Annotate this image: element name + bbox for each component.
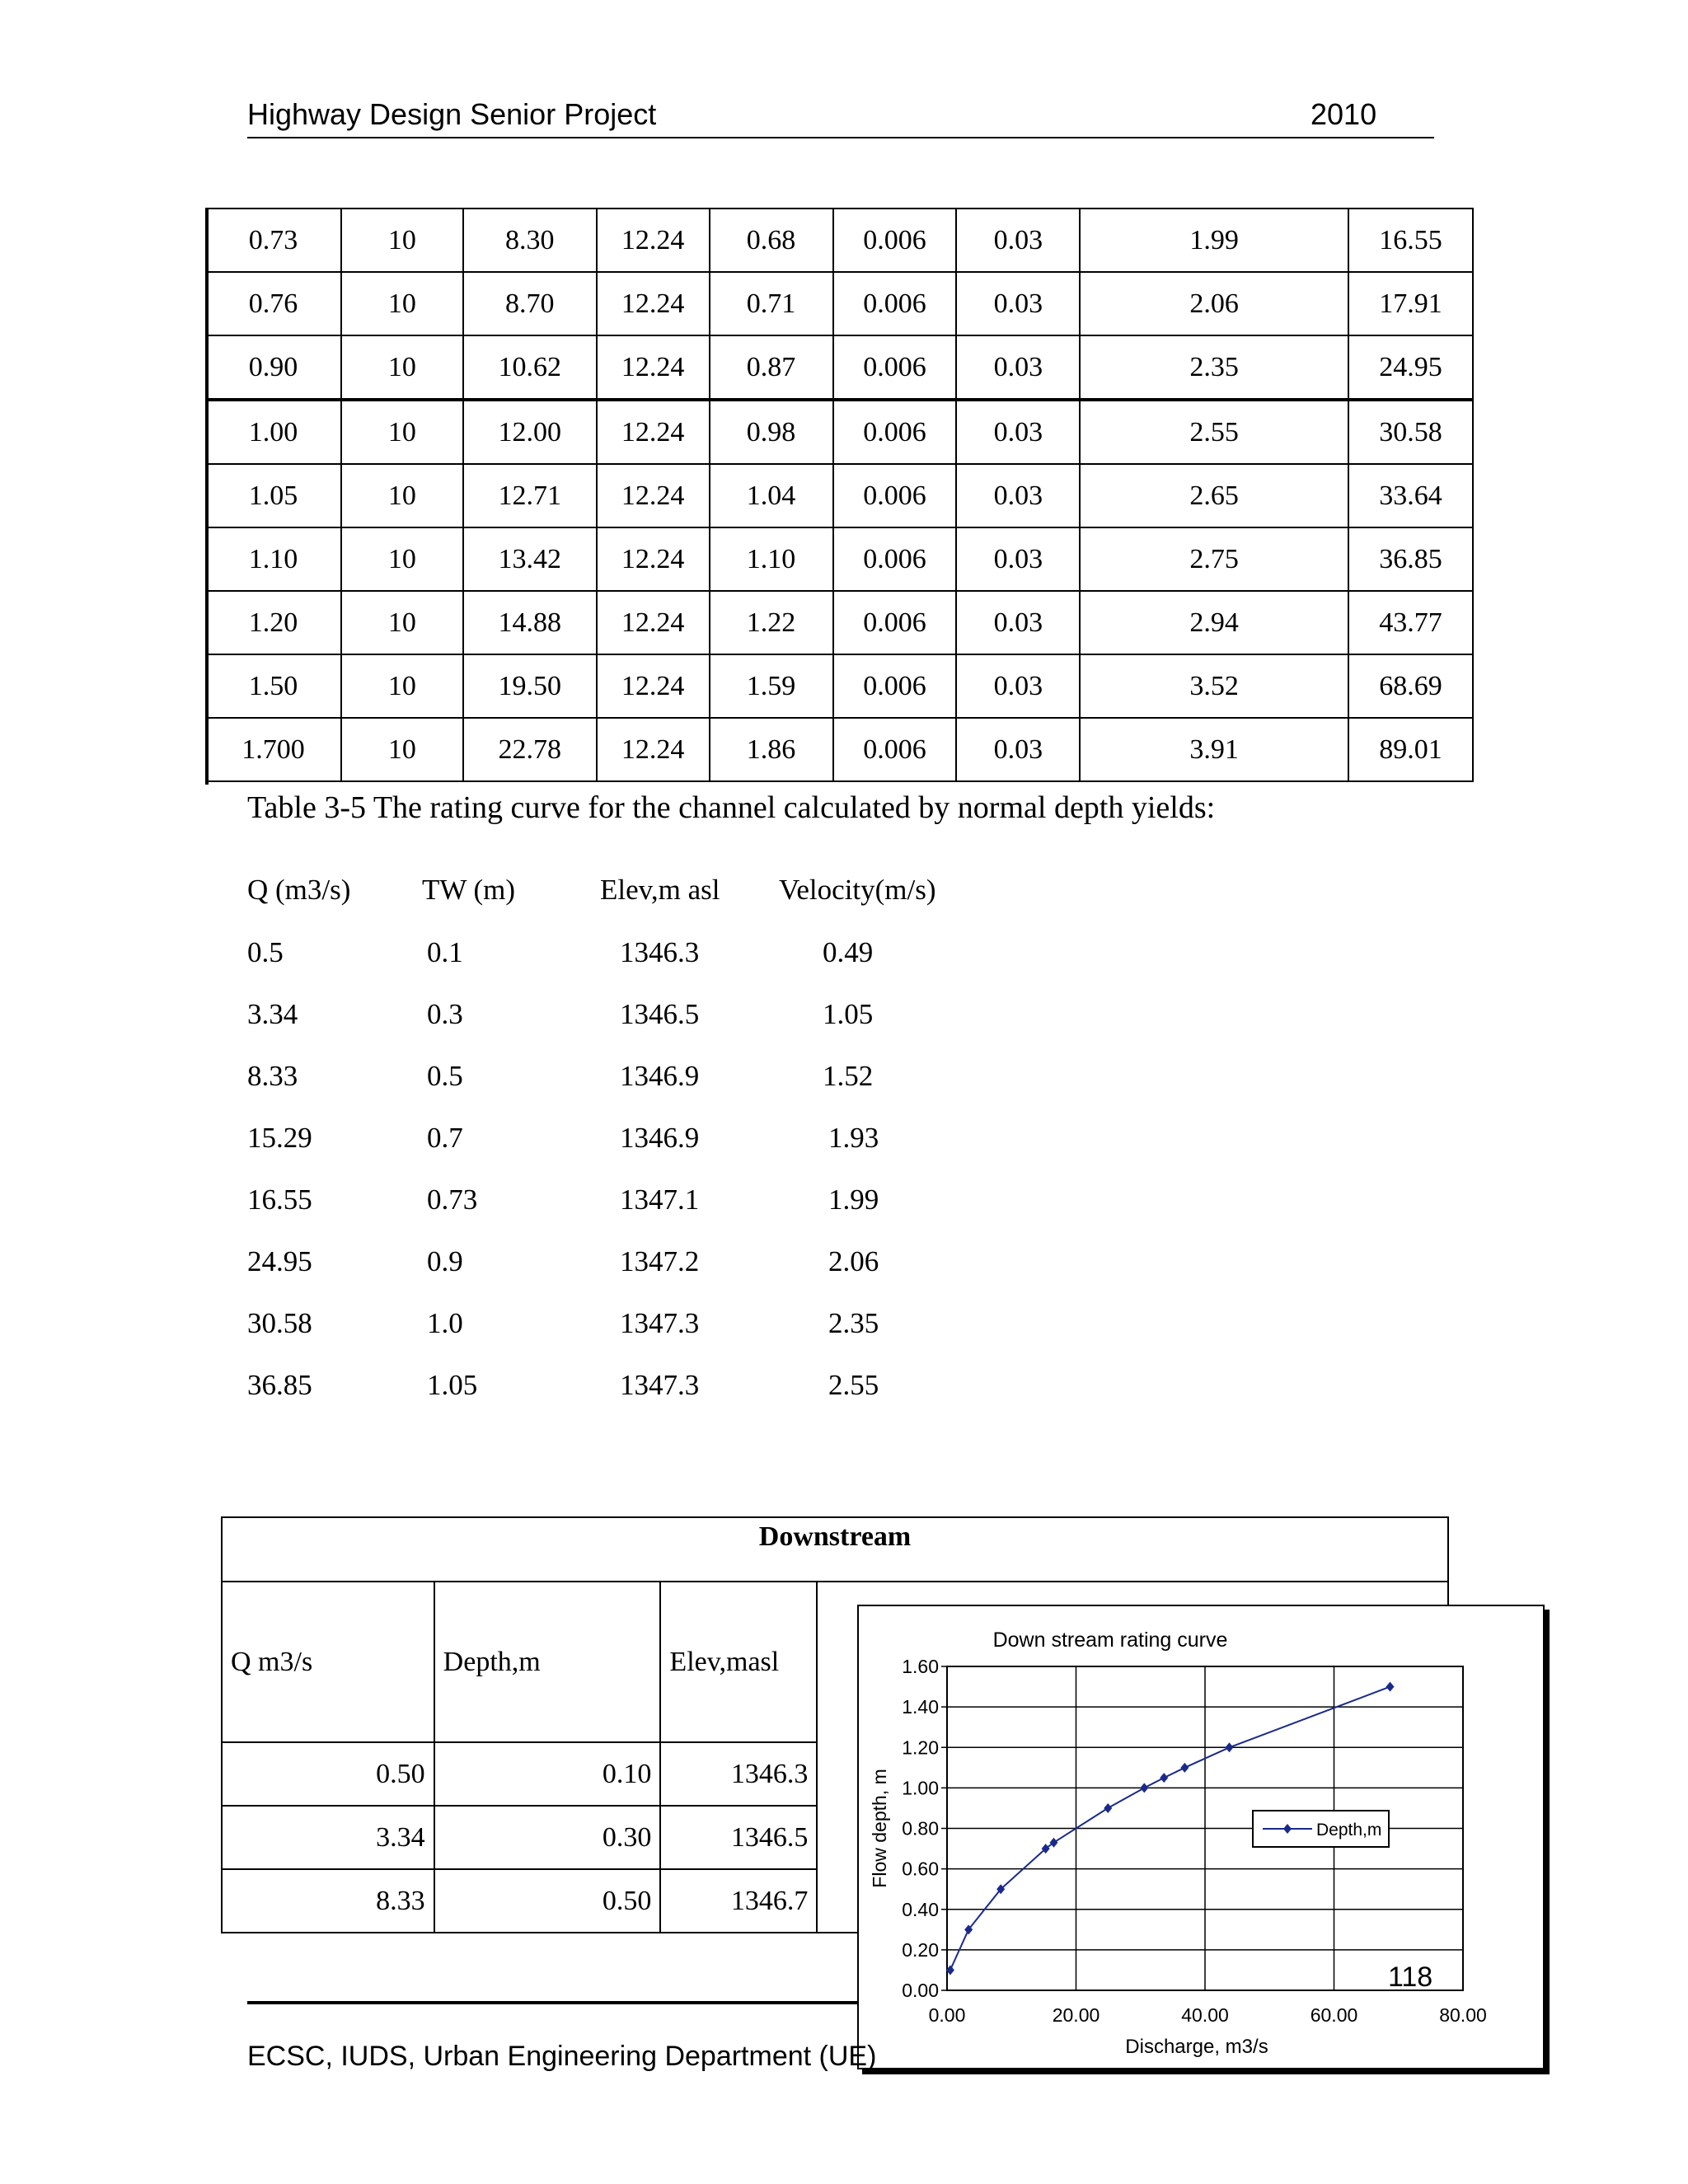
table-row [206,654,1473,718]
downstream-title: Downstream [758,1521,912,1552]
table-cell: 10 [341,718,463,781]
rating-header: TW (m) [422,874,516,906]
table-cell: 1.86 [710,718,833,781]
table-cell: 12.24 [597,591,710,654]
rating-cell: 30.58 [247,1307,312,1339]
table-cell: 0.76 [206,272,341,335]
flow-computation-table [206,208,1474,782]
table-cell: 33.64 [1348,464,1473,527]
rating-cell: 1346.3 [620,936,700,968]
rating-cell: 2.35 [828,1307,879,1339]
rating-cell: 0.5 [247,936,284,968]
table-row [206,718,1473,781]
table-caption: Table 3-5 The rating curve for the channel calculated by normal depth yields: [247,790,1216,825]
cell: 0.10 [434,1742,661,1806]
table-cell: 0.006 [833,400,957,464]
x-axis-label: Discharge, m3/s [1125,2036,1268,2058]
rating-cell: 1.93 [828,1122,879,1154]
table-cell: 10.62 [463,335,597,400]
table-cell: 3.91 [1080,718,1348,781]
cell: 3.34 [222,1806,434,1869]
table-cell: 0.006 [833,654,957,718]
table-cell: 1.10 [710,527,833,591]
table-cell: 10 [341,272,463,335]
x-tick-label: 60.00 [1310,2004,1358,2026]
legend-label: Depth,m [1316,1821,1382,1840]
table-cell: 3.52 [1080,654,1348,718]
table-cell: 0.03 [956,718,1080,781]
table-cell: 12.24 [597,335,710,400]
y-tick-label: 0.40 [902,1898,939,1920]
table-cell: 0.006 [833,591,957,654]
table-cell: 14.88 [463,591,597,654]
table-cell: 1.700 [206,718,341,781]
rating-cell: 0.9 [427,1245,463,1277]
rating-cell: 1.05 [427,1369,478,1401]
table-cell: 0.90 [206,335,341,400]
table-cell: 13.42 [463,527,597,591]
table-cell: 0.03 [956,654,1080,718]
table-cell: 89.01 [1348,718,1473,781]
table-cell: 1.59 [710,654,833,718]
rating-cell: 1.05 [823,998,874,1030]
cell: 1346.5 [660,1806,817,1869]
rating-cell: 0.73 [427,1183,478,1216]
rating-cell: 1.52 [823,1060,874,1092]
header-title: Highway Design Senior Project [247,97,657,131]
table-cell: 12.00 [463,400,597,464]
x-tick-label: 0.00 [928,2004,966,2026]
table-cell: 12.24 [597,654,710,718]
table-cell: 0.87 [710,335,833,400]
table-cell: 0.006 [833,527,957,591]
downstream-header-depth: Depth,m [434,1582,661,1742]
rating-curve-chart [857,1605,1545,2069]
table-cell: 2.06 [1080,272,1348,335]
rating-cell: 1346.5 [620,998,700,1030]
table-cell: 2.65 [1080,464,1348,527]
rating-cell: 0.5 [427,1060,463,1092]
rating-cell: 1347.3 [620,1307,700,1339]
table-cell: 10 [341,335,463,400]
table-cell: 1.99 [1080,209,1348,272]
table-cell: 0.03 [956,400,1080,464]
y-tick-label: 0.80 [902,1817,939,1840]
table-cell: 19.50 [463,654,597,718]
table-cell: 12.24 [597,718,710,781]
rating-cell: 2.06 [828,1245,879,1277]
cell: 1346.3 [660,1742,817,1806]
table-cell: 10 [341,527,463,591]
table-cell: 36.85 [1348,527,1473,591]
table-cell: 12.24 [597,527,710,591]
table-cell: 0.03 [956,591,1080,654]
page-number: 118 [1388,1961,1433,1993]
table-cell: 0.73 [206,209,341,272]
rating-cell: 0.49 [823,936,874,968]
table-cell: 0.71 [710,272,833,335]
page-header [247,97,1434,138]
table-cell: 0.006 [833,272,957,335]
table-cell: 0.006 [833,335,957,400]
rating-cell: 2.55 [828,1369,879,1401]
rating-cell: 0.7 [427,1122,463,1154]
table-cell: 1.00 [206,400,341,464]
rating-cell: 0.3 [427,998,463,1030]
table-row [206,335,1473,400]
rating-cell: 24.95 [247,1245,312,1277]
cell: 1346.7 [660,1869,817,1933]
downstream-header-elev: Elev,masl [660,1582,817,1742]
cell: 0.50 [222,1742,434,1806]
table-cell: 12.24 [597,272,710,335]
cell: 0.30 [434,1806,661,1869]
table-cell: 0.03 [956,527,1080,591]
table-cell: 1.20 [206,591,341,654]
table-cell: 10 [341,591,463,654]
table-cell: 30.58 [1348,400,1473,464]
table-row [206,591,1473,654]
rating-header: Velocity(m/s) [779,874,936,906]
cell: 8.33 [222,1869,434,1933]
table-cell: 68.69 [1348,654,1473,718]
table-cell: 8.30 [463,209,597,272]
rating-cell: 15.29 [247,1122,312,1154]
chart-svg [859,1606,1543,2068]
rating-cell: 16.55 [247,1183,312,1216]
table-row [206,272,1473,335]
table-cell: 0.03 [956,335,1080,400]
y-tick-label: 1.40 [902,1696,939,1718]
table-row [206,464,1473,527]
table-cell: 12.24 [597,464,710,527]
table-cell: 0.98 [710,400,833,464]
table-cell: 2.35 [1080,335,1348,400]
table-row [206,209,1473,272]
table-cell: 12.24 [597,400,710,464]
y-tick-label: 1.00 [902,1777,939,1799]
table-cell: 8.70 [463,272,597,335]
x-tick-label: 20.00 [1052,2004,1100,2026]
downstream-header-q: Q m3/s [222,1582,434,1742]
table-cell: 1.50 [206,654,341,718]
rating-header: Elev,m asl [600,874,720,906]
rating-cell: 0.1 [427,936,463,968]
table-cell: 1.04 [710,464,833,527]
y-tick-label: 0.00 [902,1980,939,2001]
table-cell: 10 [341,400,463,464]
x-tick-label: 40.00 [1181,2004,1229,2026]
y-tick-label: 1.20 [902,1736,939,1759]
chart-title: Down stream rating curve [992,1629,1228,1652]
rating-cell: 1347.3 [620,1369,700,1401]
y-tick-label: 0.60 [902,1858,939,1880]
table-cell: 10 [341,209,463,272]
rating-cell: 36.85 [247,1369,312,1401]
rating-cell: 1.99 [828,1183,879,1216]
header-year: 2010 [1311,97,1377,131]
table-cell: 0.03 [956,272,1080,335]
table-cell: 0.006 [833,718,957,781]
table-cell: 0.006 [833,464,957,527]
rating-cell: 8.33 [247,1060,298,1092]
table-cell: 24.95 [1348,335,1473,400]
table-cell: 12.71 [463,464,597,527]
rating-cell: 3.34 [247,998,298,1030]
table-row [206,527,1473,591]
cell: 0.50 [434,1869,661,1933]
table-row [206,400,1473,464]
table-cell: 43.77 [1348,591,1473,654]
rating-cell: 1347.2 [620,1245,700,1277]
x-tick-label: 80.00 [1439,2004,1487,2026]
table-cell: 2.55 [1080,400,1348,464]
table-cell: 2.75 [1080,527,1348,591]
rating-cell: 1346.9 [620,1060,700,1092]
rating-cell: 1347.1 [620,1183,700,1216]
footer-rule [247,2001,857,2004]
table-cell: 22.78 [463,718,597,781]
table-cell: 0.68 [710,209,833,272]
y-tick-label: 0.20 [902,1938,939,1961]
footer-text: ECSC, IUDS, Urban Engineering Department (UE) [247,2041,877,2072]
table-cell: 10 [341,464,463,527]
table-cell: 17.91 [1348,272,1473,335]
table-cell: 1.22 [710,591,833,654]
table-cell: 12.24 [597,209,710,272]
rating-cell: 1346.9 [620,1122,700,1154]
rating-header: Q (m3/s) [247,874,351,906]
table-cell: 1.05 [206,464,341,527]
table-cell: 16.55 [1348,209,1473,272]
table-cell: 2.94 [1080,591,1348,654]
y-axis-label: Flow depth, m [869,1769,890,1888]
table-cell: 0.03 [956,209,1080,272]
y-tick-label: 1.60 [902,1656,939,1677]
table-cell: 10 [341,654,463,718]
table-cell: 0.03 [956,464,1080,527]
table-cell: 1.10 [206,527,341,591]
table-cell: 0.006 [833,209,957,272]
rating-cell: 1.0 [427,1307,463,1339]
